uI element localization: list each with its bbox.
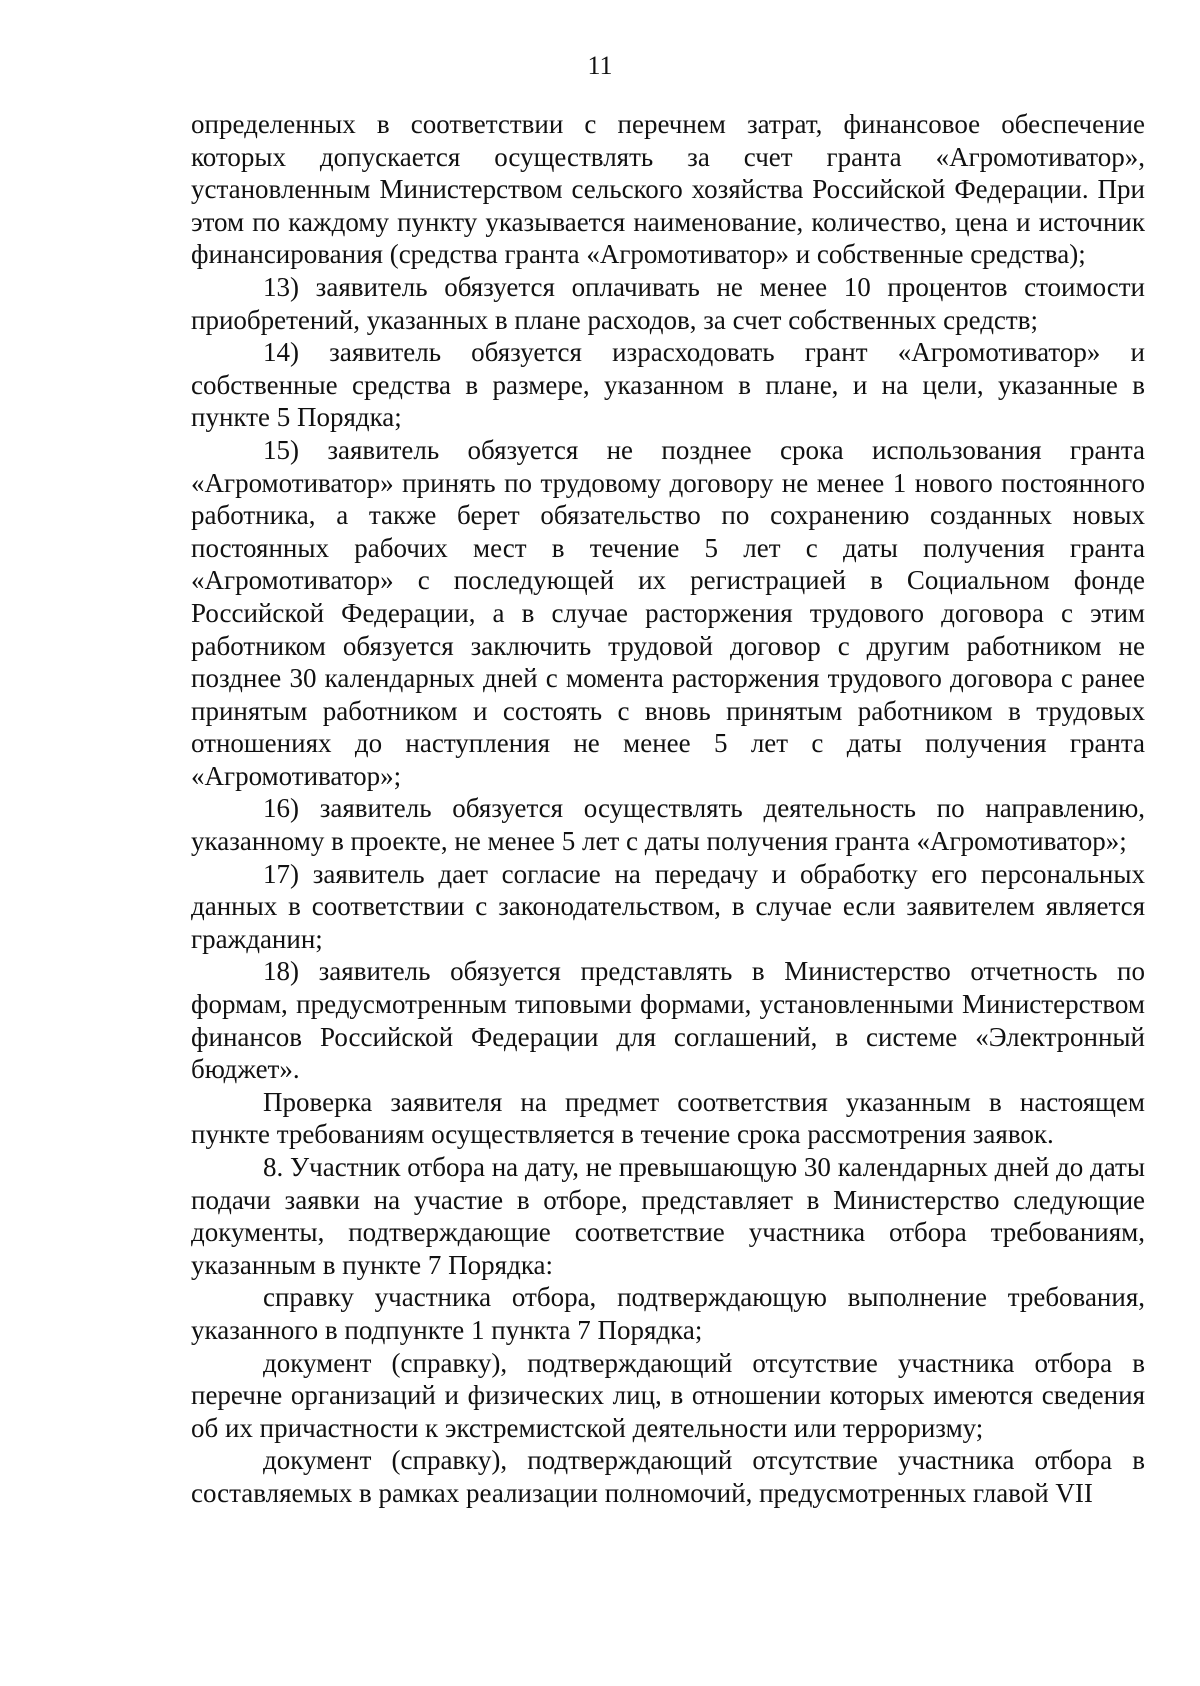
paragraph-item-14: 14) заявитель обязуется израсходовать грант «Агромотиватор» и собственные средства в размере, указанном в плане, и на цели, указанные в пункте 5 Порядка; [191,337,1145,433]
paragraph-item-18: 18) заявитель обязуется представлять в Министерство отчетность по формам, предусмотренным типовыми формами, установленными Министерством финансов Российской Федерации для соглашений, в системе «Электронный бюджет». [191,956,1145,1085]
page-number: 11 [587,51,613,80]
paragraph-section-8: 8. Участник отбора на дату, не превышающую 30 календарных дней до даты подачи заявки на участие в отборе, представляет в Министерство следующие документы, подтверждающие соответствие участника отбора требованиям, указанным в пункте 7 Порядка: [191,1152,1145,1280]
paragraph-item-13: 13) заявитель обязуется оплачивать не менее 10 процентов стоимости приобретений, указанных в плане расходов, за счет собственных средств; [191,271,1145,335]
paragraph-item-17: 17) заявитель дает согласие на передачу и обработку его персональных данных в соответствии с законодательством, в случае если заявителем является гражданин; [191,858,1145,954]
paragraph-document-extremism: документ (справку), подтверждающий отсутствие участника отбора в перечне организаций и физических лиц, в отношении которых имеются сведения об их причастности к экстремистской деятельности или терроризму; [191,1347,1145,1443]
paragraph-document-chapter-vii: документ (справку), подтверждающий отсутствие участника отбора в составляемых в рамках реализации полномочий, предусмотренных главой VII [191,1445,1145,1508]
paragraph-item-16: 16) заявитель обязуется осуществлять деятельность по направлению, указанному в проекте, не менее 5 лет с даты получения гранта «Агромотиватор»; [191,793,1145,857]
paragraph-continuation: определенных в соответствии с перечнем затрат, финансовое обеспечение которых допускается осуществлять за счет гранта «Агромотиватор», установленным Министерством сельского хозяйства Российской Федерации. При этом по каждому пункту указывается наименование, количество, цена и источник финансирования (средства гранта «Агромотиватор» и собственные средства); [191,109,1145,270]
paragraph-verification: Проверка заявителя на предмет соответствия указанным в настоящем пункте требованиям осуществляется в течение срока рассмотрения заявок. [191,1086,1145,1150]
document-body [191,108,1145,1510]
paragraph-item-15: 15) заявитель обязуется не позднее срока использования гранта «Агромотиватор» принять по трудовому договору не менее 1 нового постоянного работника, а также берет обязательство по сохранению созданных новых постоянных рабочих мест в течение 5 лет с даты получения гранта «Агромотиватор» с последующей их регистрацией в Социальном фонде Российской Федерации, а в случае расторжения трудового договора с этим работником обязуется заключить трудовой договор с другим работником не позднее 30 календарных дней с момента расторжения трудового договора с ранее принятым работником и состоять с вновь принятым работником в трудовых отношениях до наступления не менее 5 лет с даты получения гранта «Агромотиватор»; [191,434,1145,791]
paragraph-document-certificate: справку участника отбора, подтверждающую выполнение требования, указанного в подпункте 1 пункта 7 Порядка; [191,1282,1145,1345]
